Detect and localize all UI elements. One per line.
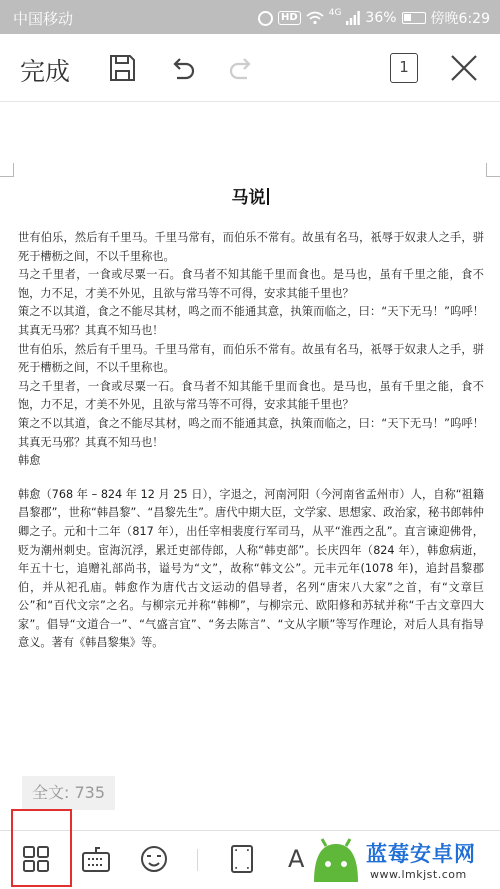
battery-icon	[402, 12, 426, 24]
frame-icon[interactable]	[226, 843, 258, 875]
watermark-title: 蓝莓安卓网	[366, 842, 476, 866]
status-bar	[0, 0, 500, 34]
page-number: 1	[399, 58, 409, 76]
save-icon[interactable]	[106, 52, 138, 84]
emoji-icon[interactable]	[138, 843, 170, 875]
author-bio: 韩愈（768 年 – 824 年 12 月 25 日），字退之，河南河阳（今河南省孟州市）人，自称“祖籍昌黎郡”，世称“韩昌黎”、“昌黎先生”。唐代中期大臣，文学家、思想家、政治家，秘书郎韩仲卿之子。元和十二年（817 年），出任宰相裴度行军司马，从平“淮西之乱”。直言谏迎佛骨，贬为潮州刺史。宦海沉浮，累迁吏部侍郎，人称“韩吏部”。长庆四年（824 年），韩愈病逝，年五十七，追赠礼部尚书，谥号为“文”，故称“韩文公”。元丰元年(1078 年)，追封昌黎郡伯，并从祀孔庙。韩愈作为唐代古文运动的倡导者，名列“唐宋八大家”之首，有“文章巨公”和“百代文宗”之名。与柳宗元并称“韩柳”，与柳宗元、欧阳修和苏轼并称“千古文章四大家”。倡导“文道合一”、“气盛言宜”、“务去陈言”、“文从字顺”等写作理论，对后人具有指导意义。著有《韩昌黎集》等。	[18, 487, 484, 650]
redo-icon[interactable]	[226, 52, 258, 84]
wifi-icon	[306, 11, 324, 25]
font-button[interactable]: A	[288, 845, 305, 873]
paragraph: 马之千里者，一食或尽粟一石。食马者不知其能千里而食也。是马也，虽有千里之能，食不饱，力不足，才美不外见，且欲与常马等不可得，安求其能千里也？	[18, 379, 484, 412]
clock: 傍晚6:29	[430, 11, 490, 27]
network-type: 4G	[328, 8, 342, 18]
status-icons	[258, 8, 490, 28]
word-count-badge: 全文: 735	[22, 776, 115, 810]
paragraph: 世有伯乐，然后有千里马。千里马常有，而伯乐不常有。故虽有名马，祇辱于奴隶人之手，骈死于槽枥之间，不以千里称也。	[18, 342, 484, 375]
signal-icon	[346, 11, 360, 25]
text-cursor	[267, 188, 269, 205]
paragraph: 策之不以其道，食之不能尽其材，鸣之而不能通其意，执策而临之，曰：“天下无马！”呜呼！其真无马邪？其真不知马也！	[18, 416, 484, 449]
carrier-name: 中国移动	[13, 10, 74, 28]
watermark	[312, 836, 497, 886]
alarm-icon	[258, 11, 273, 26]
page-corner-mark	[486, 163, 500, 177]
highlight-box	[11, 809, 72, 887]
undo-icon[interactable]	[166, 52, 198, 84]
paragraph: 世有伯乐，然后有千里马。千里马常有，而伯乐不常有。故虽有名马，祇辱于奴隶人之手，骈死于槽枥之间，不以千里称也。	[18, 231, 484, 263]
watermark-url: www.lmkjst.com	[370, 868, 467, 881]
editor-toolbar	[0, 34, 500, 102]
author-line: 韩愈	[18, 454, 41, 468]
document-body[interactable]	[18, 229, 484, 653]
watermark-logo-icon	[312, 838, 360, 884]
document-title: 马说	[0, 183, 500, 208]
divider	[197, 849, 198, 871]
paragraph: 策之不以其道，食之不能尽其材，鸣之而不能通其意，执策而临之，曰：“天下无马！”呜呼！其真无马邪？其真不知马也！	[18, 305, 484, 337]
done-button[interactable]: 完成	[20, 57, 71, 86]
page-indicator-button[interactable]	[390, 53, 418, 83]
close-icon[interactable]	[448, 52, 480, 84]
page-corner-mark	[0, 163, 14, 177]
hd-icon: HD	[278, 11, 301, 25]
document-page[interactable]	[0, 103, 500, 828]
paragraph: 马之千里者，一食或尽粟一石。食马者不知其能千里而食也。是马也，虽有千里之能，食不饱，力不足，才美不外见，且欲与常马等不可得，安求其能千里也？	[18, 268, 484, 300]
battery-percent: 36%	[365, 10, 397, 26]
keyboard-icon[interactable]	[80, 843, 112, 875]
